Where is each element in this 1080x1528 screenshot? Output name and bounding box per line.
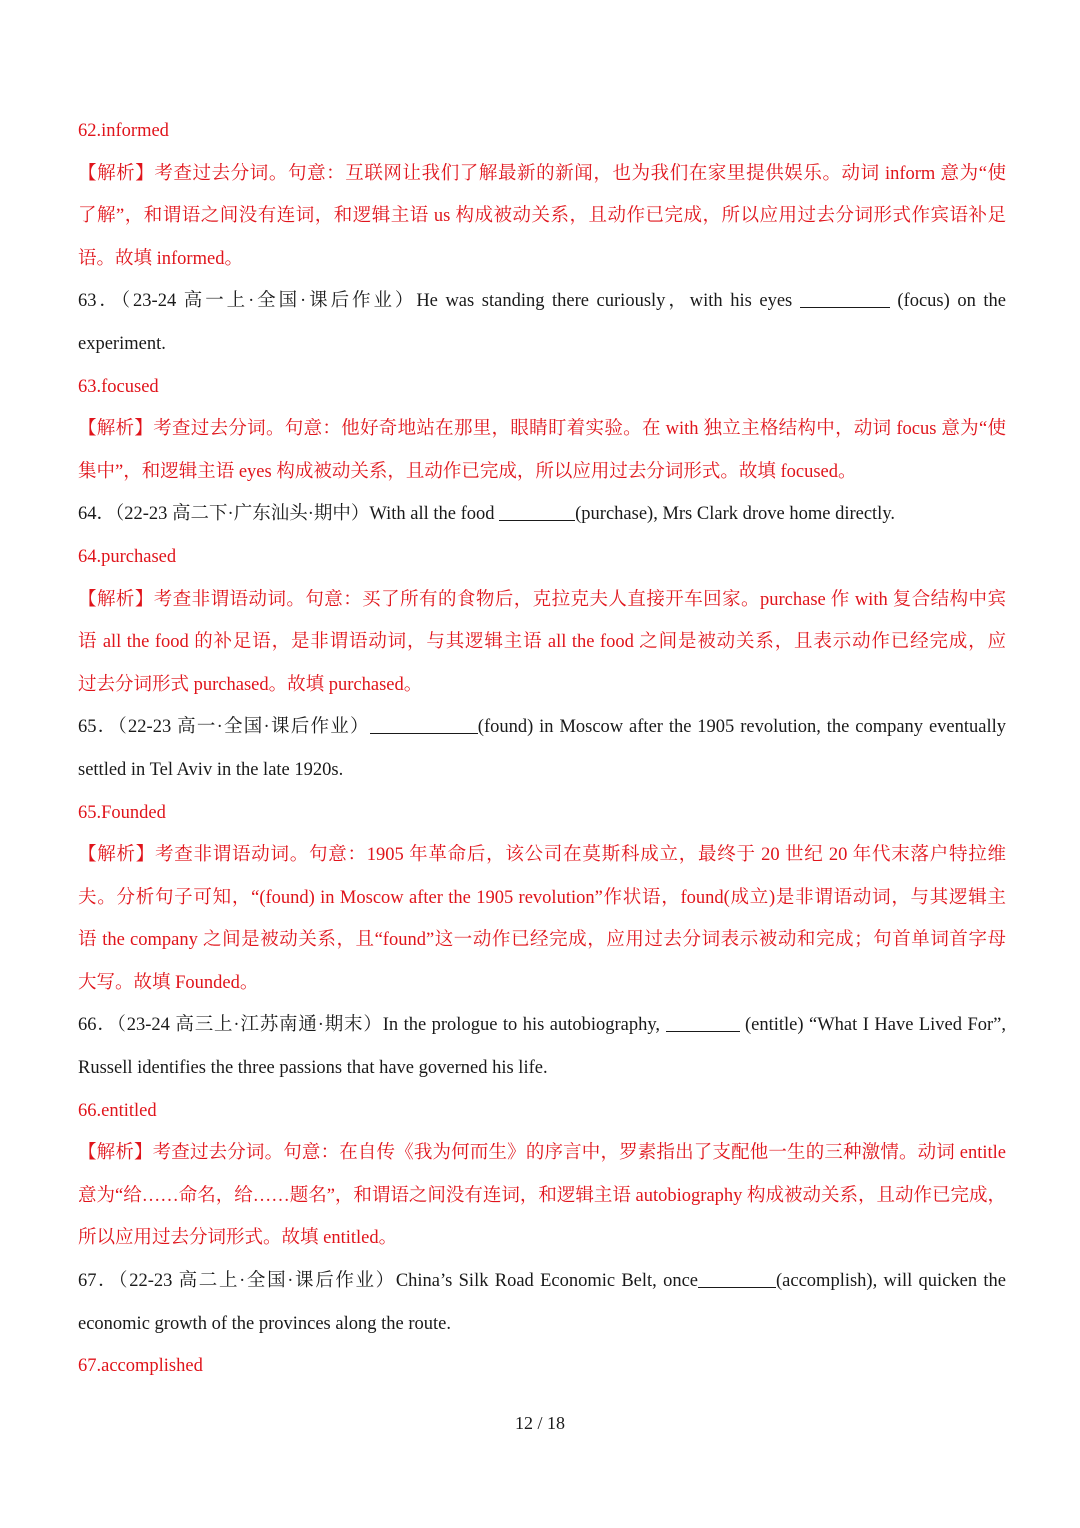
question-66-text-post: (entitle) “What I Have Lived For”, <box>745 1015 1007 1036</box>
question-67-text-pre: 67．（22-23 高二上·全国·课后作业）China’s Silk Road Economic Belt, once <box>78 1271 699 1292</box>
answer-64: 64.purchased <box>78 546 177 567</box>
question-66-line-2: Russell identifies the three passions that have governed his life. <box>78 1058 548 1079</box>
explanation-65-line-3: 语 the company 之间是被动关系，且“found”这一动作已经完成，应用过去分词表示被动和完成；句首单词首字母 <box>78 930 1006 951</box>
question-63-text-post: (focus) on the <box>897 291 1006 312</box>
question-65-line-2: settled in Tel Aviv in the late 1920s. <box>78 759 344 780</box>
answer-blank-64 <box>499 502 575 521</box>
answer-blank-63 <box>800 289 890 308</box>
question-64-text-post: (purchase), Mrs Clark drove home directly. <box>575 504 895 525</box>
explanation-64-line-2: 语 all the food 的补足语，是非谓语动词，与其逻辑主语 all the food 之间是被动关系，且表示动作已经完成，应 <box>78 632 1006 653</box>
explanation-63-line-1: 【解析】考查过去分词。句意：他好奇地站在那里，眼睛盯着实验。在 with 独立主格结构中，动词 focus 意为“使 <box>78 419 1006 440</box>
question-66-line-1 <box>78 1004 1006 1047</box>
explanation-66-line-3: 所以应用过去分词形式。故填 entitled。 <box>78 1228 398 1249</box>
question-65-text-pre: 65．（22-23 高一·全国·课后作业） <box>78 717 370 738</box>
explanation-62-line-3: 语。故填 informed。 <box>78 248 243 269</box>
question-63-line-1 <box>78 280 1006 323</box>
explanation-65-line-2: 夫。分析句子可知，“(found) in Moscow after the 1905 revolution”作状语，found(成立)是非谓语动词，与其逻辑主 <box>78 887 1006 908</box>
answer-blank-67 <box>698 1269 776 1288</box>
explanation-66-line-1: 【解析】考查过去分词。句意：在自传《我为何而生》的序言中，罗素指出了支配他一生的三种激情。动词 entitle <box>78 1143 1006 1164</box>
question-65-text-post: (found) in Moscow after the 1905 revolution, the company eventually <box>477 717 1006 738</box>
explanation-65-line-1: 【解析】考查非谓语动词。句意：1905 年革命后，该公司在莫斯科成立，最终于 20 世纪 20 年代末落户特拉维 <box>78 845 1006 866</box>
answer-62: 62.informed <box>78 121 169 141</box>
answer-blank-65 <box>370 715 478 734</box>
question-67-line-2: economic growth of the provinces along the route. <box>78 1313 451 1334</box>
question-63-line-2: experiment. <box>78 333 166 354</box>
explanation-64-line-1: 【解析】考查非谓语动词。句意：买了所有的食物后，克拉克夫人直接开车回家。purchase 作 with 复合结构中宾 <box>78 589 1006 610</box>
question-66-text-pre: 66．（23-24 高三上·江苏南通·期末）In the prologue to his autobiography, <box>78 1015 661 1036</box>
page-number: 12 / 18 <box>514 1413 565 1433</box>
answer-63: 63.focused <box>78 376 159 397</box>
explanation-64-line-3: 过去分词形式 purchased。故填 purchased。 <box>78 674 423 695</box>
explanation-65-line-4: 大写。故填 Founded。 <box>78 972 259 993</box>
answer-blank-66 <box>666 1013 740 1032</box>
explanation-66-line-2: 意为“给……命名，给……题名”，和谓语之间没有连词，和逻辑主语 autobiography 构成被动关系，且动作已完成， <box>78 1185 1007 1206</box>
explanation-62-line-2: 了解”，和谓语之间没有连词，和逻辑主语 us 构成被动关系，且动作已完成，所以应用过去分词形式作宾语补足 <box>78 206 1006 227</box>
explanation-62-line-1: 【解析】考查过去分词。句意：互联网让我们了解最新的新闻，也为我们在家里提供娱乐。动词 inform 意为“使 <box>78 163 1006 184</box>
question-64-text-pre: 64．（22-23 高二下·广东汕头·期中）With all the food <box>78 504 495 525</box>
explanation-63-line-2: 集中”，和逻辑主语 eyes 构成被动关系，且动作已完成，所以应用过去分词形式。故填 focused。 <box>78 461 857 482</box>
page-content <box>78 110 1006 1388</box>
answer-66: 66.entitled <box>78 1100 157 1121</box>
question-63-text-pre: 63．（23-24 高一上·全国·课后作业）He was standing there curiously，with his eyes <box>78 291 793 312</box>
question-65-line-1 <box>78 706 1006 749</box>
answer-67: 67.accomplished <box>78 1356 203 1377</box>
answer-65: 65.Founded <box>78 802 166 823</box>
question-64-line-1 <box>78 493 1006 536</box>
question-67-text-post: (accomplish), will quicken the <box>776 1271 1006 1292</box>
question-67-line-1 <box>78 1260 1006 1303</box>
